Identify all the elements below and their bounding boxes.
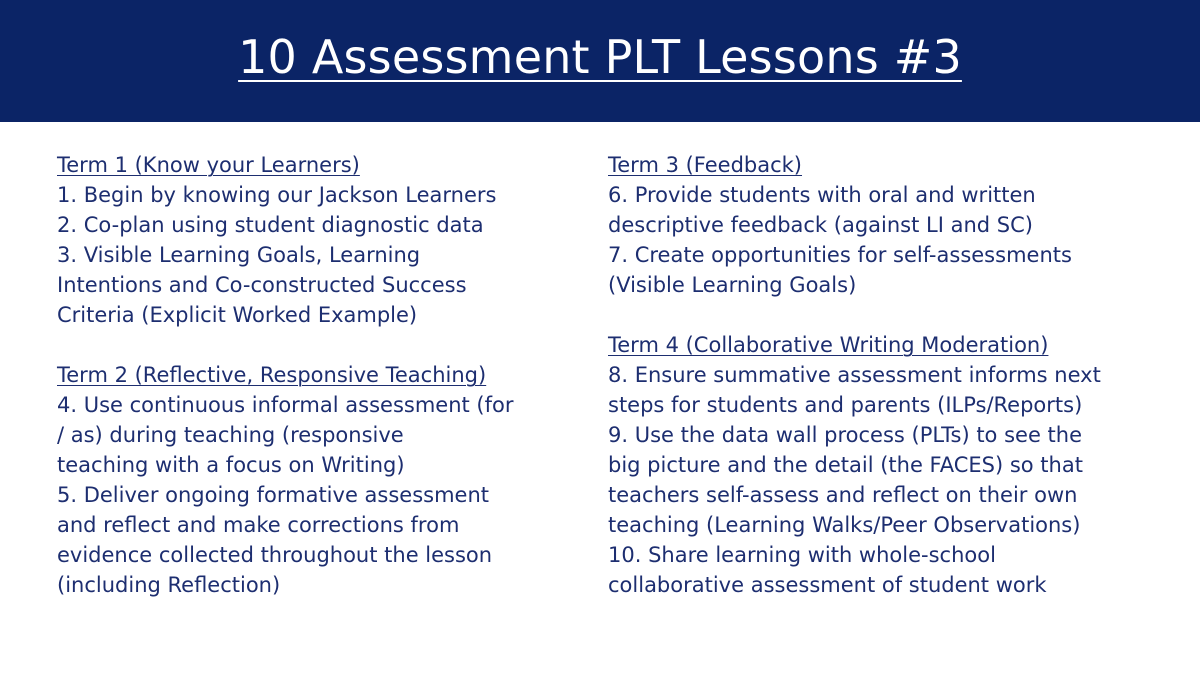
term3-heading: Term 3 (Feedback) [608,153,803,177]
slide-title: 10 Assessment PLT Lessons #3 [238,30,962,84]
term2-line: teaching with a focus on Writing) [57,453,405,477]
term2-line: and reflect and make corrections from [57,513,460,537]
term4-line: 10. Share learning with whole-school [608,543,996,567]
term1-line: 3. Visible Learning Goals, Learning [57,243,421,267]
term2-heading: Term 2 (Reflective, Responsive Teaching) [57,363,487,387]
term4-line: 9. Use the data wall process (PLTs) to see the [608,423,1082,447]
term4-line: steps for students and parents (ILPs/Reports) [608,393,1083,417]
term4-line: big picture and the detail (the FACES) so that [608,453,1083,477]
spacer [57,330,577,360]
term3-line: (Visible Learning Goals) [608,273,857,297]
term4-line: collaborative assessment of student work [608,573,1047,597]
term1-line: 1. Begin by knowing our Jackson Learners [57,183,497,207]
term3-line: 6. Provide students with oral and written [608,183,1036,207]
term4-line: teachers self-assess and reflect on their own [608,483,1078,507]
term4-heading: Term 4 (Collaborative Writing Moderation) [608,333,1049,357]
term2-line: 4. Use continuous informal assessment (for [57,393,514,417]
term1-heading: Term 1 (Know your Learners) [57,153,360,177]
term2-line: / as) during teaching (responsive [57,423,404,447]
title-bar [0,0,1200,122]
term4-line: 8. Ensure summative assessment informs next [608,363,1101,387]
term2-line: (including Reflection) [57,573,281,597]
spacer [608,300,1178,330]
term4-line: teaching (Learning Walks/Peer Observations) [608,513,1081,537]
right-column [608,150,1178,600]
term2-line: 5. Deliver ongoing formative assessment [57,483,490,507]
term2-line: evidence collected throughout the lesson [57,543,493,567]
term1-line: Intentions and Co-constructed Success [57,273,467,297]
left-column [57,150,577,600]
term1-line: Criteria (Explicit Worked Example) [57,303,418,327]
term3-line: descriptive feedback (against LI and SC) [608,213,1033,237]
term1-line: 2. Co-plan using student diagnostic data [57,213,484,237]
term3-line: 7. Create opportunities for self-assessments [608,243,1072,267]
